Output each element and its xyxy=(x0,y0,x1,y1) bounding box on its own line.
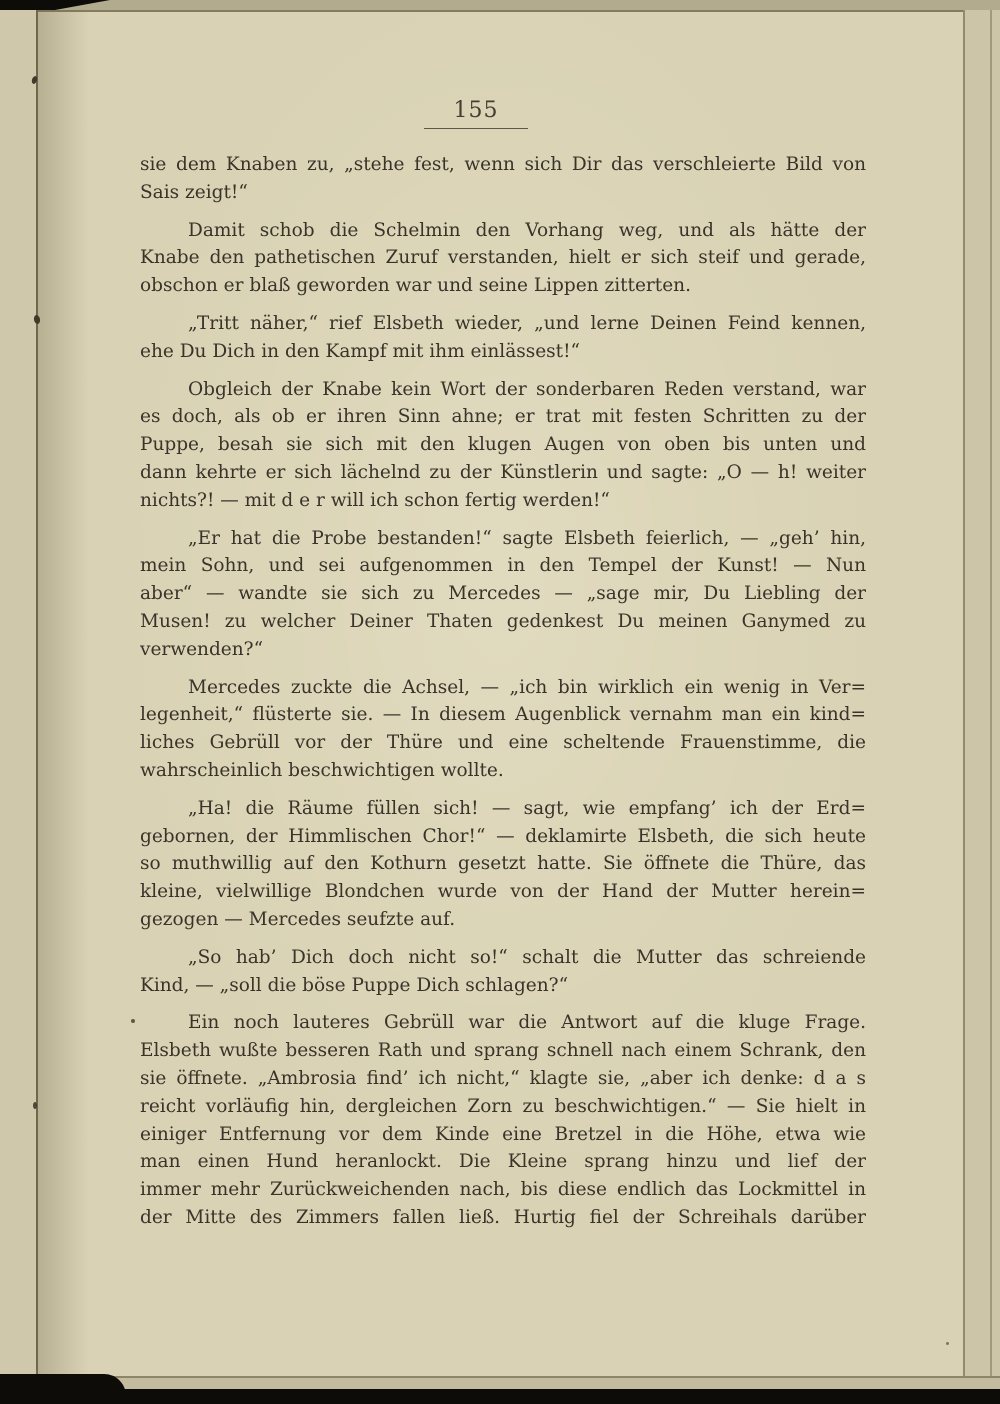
scanner-bed-bottom xyxy=(0,1389,1000,1404)
paragraph xyxy=(140,795,866,934)
gutter-strip xyxy=(0,10,38,1382)
text-line: gebornen, der Himmlischen Chor!“ — deklamirte Elsbeth, die sich heute xyxy=(140,825,866,847)
paragraph xyxy=(140,944,866,1000)
text-line: Kind, — „soll die böse Puppe Dich schlagen?“ xyxy=(140,974,569,996)
ink-speck xyxy=(131,1019,135,1023)
text-line: „So hab’ Dich doch nicht so!“ schalt die Mutter das schreiende xyxy=(188,946,866,968)
text-block xyxy=(140,151,866,1232)
page-number: 155 xyxy=(424,98,528,129)
page-edge-top xyxy=(0,0,1000,12)
text-line: aber“ — wandte sie sich zu Mercedes — „sage mir, Du Liebling der xyxy=(140,583,866,605)
text-line: reicht vorläufig hin, dergleichen Zorn zu beschwichtigen.“ — Sie hielt in xyxy=(140,1095,866,1117)
text-line: obschon er blaß geworden war und seine Lippen zitterten. xyxy=(140,275,691,297)
text-line: Puppe, besah sie sich mit den klugen Augen von oben bis unten und xyxy=(140,434,866,456)
text-line: legenheit,“ flüsterte sie. — In diesem Augenblick vernahm man ein kind= xyxy=(140,704,866,726)
text-line: dann kehrte er sich lächelnd zu der Künstlerin und sagte: „O — h! weiter xyxy=(140,461,866,483)
text-line: es doch, als ob er ihren Sinn ahne; er trat mit festen Schritten zu der xyxy=(140,406,866,428)
page-edge-right xyxy=(963,10,1000,1382)
text-line: Damit schob die Schelmin den Vorhang weg, und als hätte der xyxy=(188,219,866,241)
text-line: Obgleich der Knabe kein Wort der sonderbaren Reden verstand, war xyxy=(188,378,866,400)
paragraph xyxy=(140,151,866,207)
text-line: Ein noch lauteres Gebrüll war die Antwort auf die kluge Frage. xyxy=(188,1012,866,1034)
text-line: so muthwillig auf den Kothurn gesetzt hatte. Sie öffnete die Thüre, das xyxy=(140,853,866,875)
paragraph xyxy=(140,217,866,300)
paragraph xyxy=(140,376,866,515)
text-line: ehe Du Dich in den Kampf mit ihm einlässest!“ xyxy=(140,340,580,362)
paragraph xyxy=(140,674,866,785)
ink-speck xyxy=(33,1102,37,1109)
text-line: wahrscheinlich beschwichtigen wollte. xyxy=(140,759,504,781)
text-line: verwenden?“ xyxy=(140,638,264,660)
text-line: Musen! zu welcher Deiner Thaten gedenkest Du meinen Ganymed zu xyxy=(140,610,866,632)
gutter-shadow xyxy=(38,10,90,1382)
text-line: man einen Hund heranlockt. Die Kleine sprang hinzu und lief der xyxy=(140,1151,866,1173)
text-line: immer mehr Zurückweichenden nach, bis diese endlich das Lockmittel in xyxy=(140,1179,866,1201)
text-line: Knabe den pathetischen Zuruf verstanden, hielt er sich steif und gerade, xyxy=(140,247,866,269)
text-line: Elsbeth wußte besseren Rath und sprang schnell nach einem Schrank, den xyxy=(140,1040,866,1062)
text-line: nichts?! — mit d e r will ich schon fertig werden!“ xyxy=(140,489,610,511)
ink-speck xyxy=(946,1342,949,1345)
text-line: kleine, vielwillige Blondchen wurde von der Hand der Mutter herein= xyxy=(140,881,866,903)
text-line: mein Sohn, und sei aufgenommen in den Tempel der Kunst! — Nun xyxy=(140,555,866,577)
paragraph xyxy=(140,525,866,664)
paragraph xyxy=(140,1009,866,1231)
text-line: Sais zeigt!“ xyxy=(140,181,248,203)
text-line: liches Gebrüll vor der Thüre und eine scheltende Frauenstimme, die xyxy=(140,732,866,754)
text-line: „Er hat die Probe bestanden!“ sagte Elsbeth feierlich, — „geh’ hin, xyxy=(188,527,866,549)
text-line: sie dem Knaben zu, „stehe fest, wenn sich Dir das verschleierte Bild von xyxy=(140,154,866,175)
text-line: „Tritt näher,“ rief Elsbeth wieder, „und lerne Deinen Feind kennen, xyxy=(188,312,866,334)
page-edge-right-inner-line xyxy=(990,10,992,1382)
text-line: „Ha! die Räume füllen sich! — sagt, wie empfang’ ich der Erd= xyxy=(188,797,866,819)
text-line: gezogen — Mercedes seufzte auf. xyxy=(140,908,456,930)
text-line: Mercedes zuckte die Achsel, — „ich bin wirklich ein wenig in Ver= xyxy=(188,676,866,698)
text-line: einiger Entfernung vor dem Kinde eine Bretzel in die Höhe, etwa wie xyxy=(140,1123,866,1145)
paragraph xyxy=(140,310,866,366)
text-line: sie öffnete. „Ambrosia find’ ich nicht,“ klagte sie, „aber ich denke: d a s xyxy=(140,1067,866,1089)
text-line: der Mitte des Zimmers fallen ließ. Hurtig fiel der Schreihals darüber xyxy=(140,1206,866,1228)
